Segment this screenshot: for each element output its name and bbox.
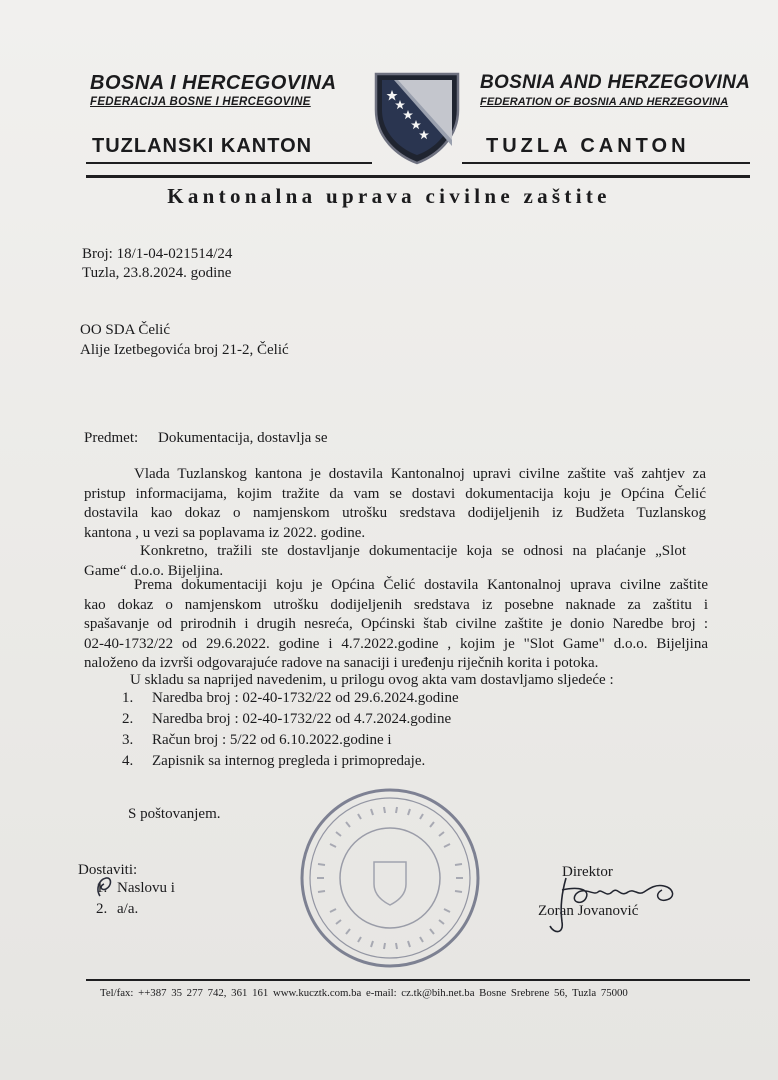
country-name-english: BOSNIA AND HERZEGOVINA	[480, 72, 751, 93]
header-rule-main	[86, 175, 750, 178]
list-item	[122, 688, 459, 709]
attachment-list	[122, 688, 459, 772]
subject-label: Predmet:	[84, 430, 139, 446]
list-item-number: 4.	[122, 753, 134, 769]
delivery-item-number: 2.	[96, 901, 108, 917]
recipient-name: OO SDA Čelić	[80, 322, 170, 338]
closing-salutation: S poštovanjem.	[128, 806, 221, 822]
paragraph-line: Vlada Tuzlanskog kantona je dostavila Kantonalnoj upravi civilne zaštite vaš zahtjev za	[134, 466, 706, 482]
canton-name-local: TUZLANSKI KANTON	[92, 135, 313, 157]
list-item-number: 3.	[122, 732, 134, 748]
coat-of-arms-icon	[372, 70, 462, 166]
delivery-item-text: Naslovu i	[117, 880, 175, 896]
official-stamp	[296, 784, 484, 972]
list-item-text: Račun broj : 5/22 od 6.10.2022.godine i	[152, 732, 392, 748]
paragraph-line: kantona , u vezi sa poplavama iz 2022. godine.	[84, 524, 366, 541]
signatory-title: Direktor	[562, 864, 613, 880]
handwritten-mark	[92, 874, 122, 900]
paragraph-enclosure-intro: U skladu sa naprijed navedenim, u prilogu ovog akta vam dostavljamo sljedeće :	[130, 672, 614, 688]
paragraph-line: Konkretno, tražili ste dostavljanje dokumentacije koja se odnosi na plaćanje „Slot	[140, 543, 686, 559]
delivery-item-number: 1.	[96, 880, 108, 896]
paragraph-line: kao dokaz o namjenskom utrošku dodijeljenih sredstava iz posebne naknade za zaštitu i	[84, 596, 708, 613]
reference-date: Tuzla, 23.8.2024. godine	[82, 265, 232, 281]
footer-rule	[86, 979, 750, 981]
paragraph-line: dostavila kao dokaz o namjenskom utrošku sredstava dodijeljenih iz Budžeta Tuzlanskog	[84, 505, 706, 521]
agency-name: Kantonalna uprava civilne zaštite	[167, 184, 611, 208]
list-item	[122, 730, 459, 751]
paragraph-request	[84, 465, 706, 543]
reference-number: Broj: 18/1-04-021514/24	[82, 246, 233, 262]
list-item	[122, 751, 459, 772]
delivery-item-text: a/a.	[117, 901, 139, 917]
country-name-local: BOSNA I HERCEGOVINA	[90, 72, 337, 94]
list-item-text: Naredba broj : 02-40-1732/22 od 29.6.2024.godine	[152, 690, 459, 706]
list-item-text: Naredba broj : 02-40-1732/22 od 4.7.2024.godine	[152, 711, 452, 727]
recipient-address: Alije Izetbegovića broj 21-2, Čelić	[80, 342, 289, 358]
list-item-text: Zapisnik sa internog pregleda i primopredaje.	[152, 753, 426, 769]
signatory-name: Zoran Jovanović	[538, 903, 639, 919]
paragraph-line: pristup informacijama, kojim tražite da vam se dostavi dokumentacija koju je Općina Čelić	[84, 485, 706, 502]
subject-text: Dokumentacija, dostavlja se	[158, 430, 328, 446]
footer-contact: Tel/fax: ++387 35 277 742, 361 161 www.kucztk.com.ba e-mail: cz.tk@bih.net.ba Bosne Srebrene 56, Tuzla 75000	[100, 987, 628, 999]
list-item	[122, 709, 459, 730]
list-item-number: 1.	[122, 690, 134, 706]
delivery-item	[96, 901, 138, 918]
federation-name-local: FEDERACIJA BOSNE I HERCEGOVINE	[90, 96, 311, 108]
list-item-number: 2.	[122, 711, 134, 727]
header-rule-left	[86, 162, 372, 164]
delivery-label: Dostaviti:	[78, 862, 138, 878]
federation-name-english: FEDERATION OF BOSNIA AND HERZEGOVINA	[480, 96, 729, 108]
paragraph-line: spašavanje od prirodnih i drugih nesreća, Općinski štab civilne zaštite je donio Naredbe broj :	[84, 616, 708, 632]
handwritten-signature	[540, 868, 690, 938]
paragraph-documentation	[84, 576, 708, 674]
paragraph-line: Prema dokumentaciji koju je Općina Čelić dostavila Kantonalnoj uprava civilne zaštite	[134, 577, 708, 593]
header-rule-right	[462, 162, 750, 164]
paragraph-line: Game“ d.o.o. Bijeljina.	[84, 562, 224, 579]
paragraph-line: naloženo da izvrši odgovarajuće radove na sanaciji i uređenju riječnih korita i potoka.	[84, 655, 599, 671]
canton-name-english: TUZLA CANTON	[486, 135, 690, 157]
paragraph-line: 02-40-1732/22 od 29.6.2022. godine i 4.7.2022.godine , kojim je "Slot Game" d.o.o. Bijeljina	[84, 635, 708, 652]
